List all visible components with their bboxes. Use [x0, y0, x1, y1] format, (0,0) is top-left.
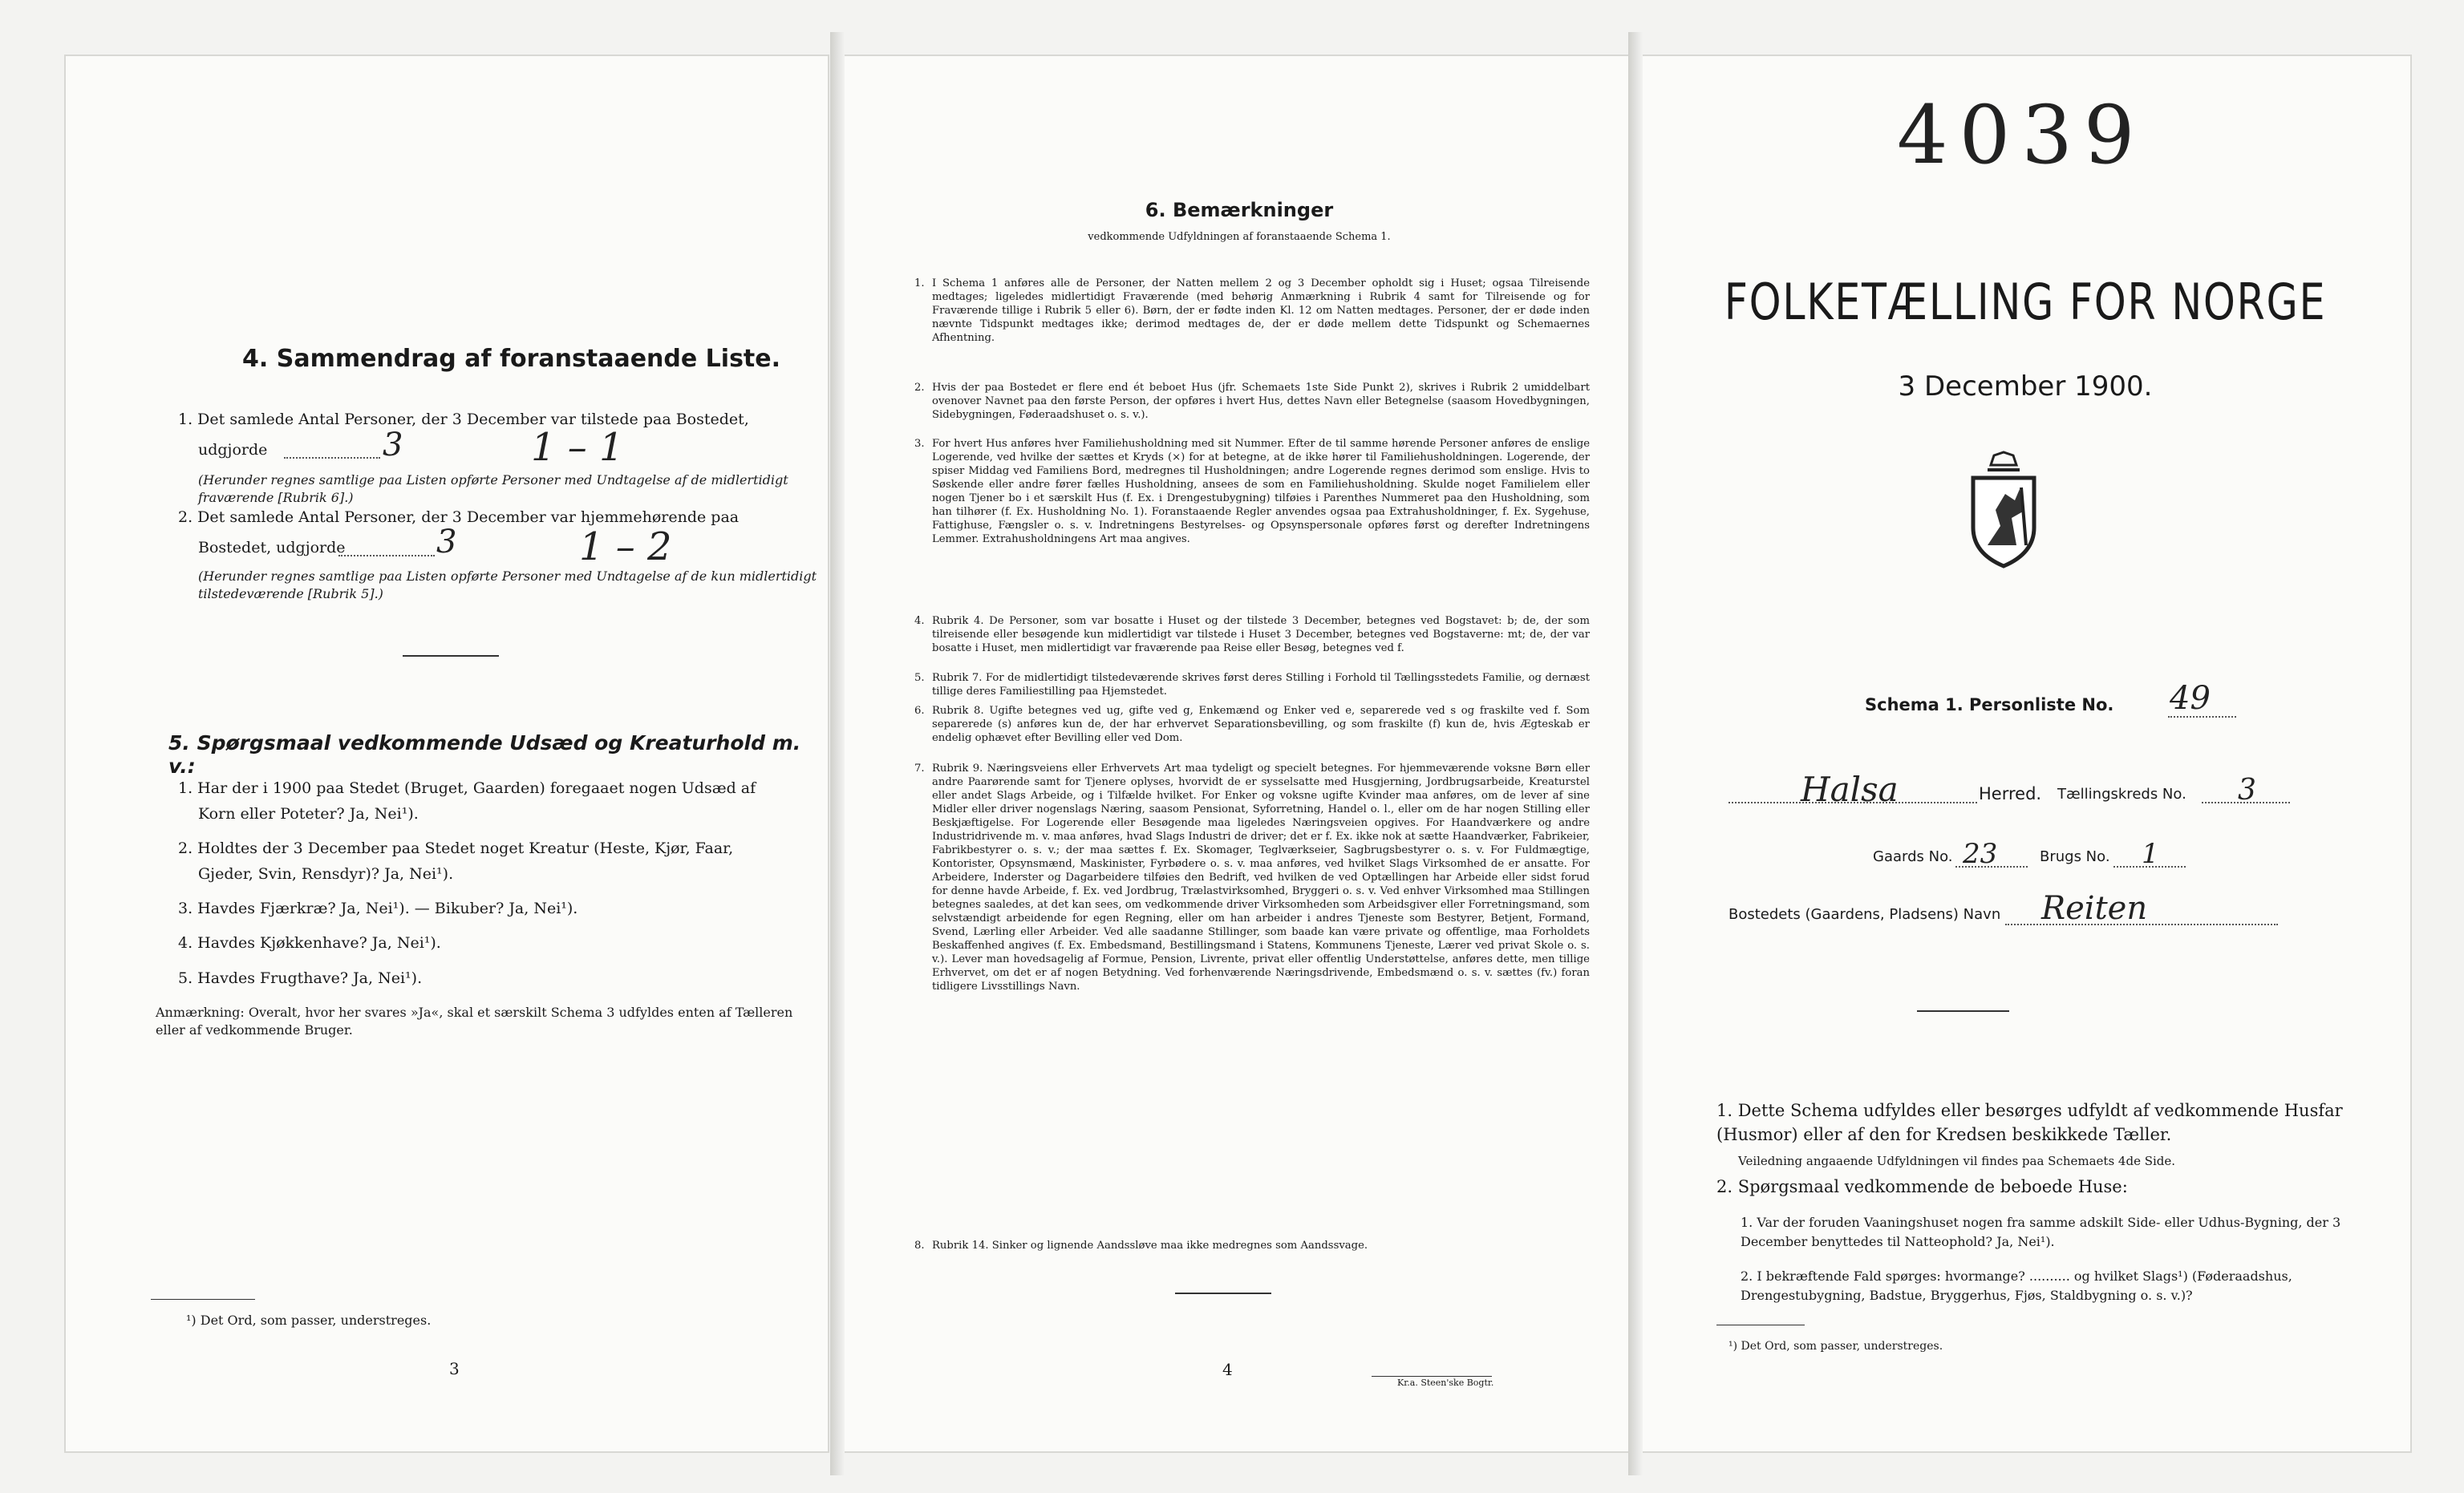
page-left	[66, 56, 828, 1451]
binding-fold	[1628, 32, 1643, 1475]
schema-label: Schema 1. Personliste No.	[1865, 695, 2114, 714]
remark-item	[914, 1239, 1590, 1252]
remark-text: Hvis der paa Bostedet er flere end ét beboet Hus (jfr. Schemaets 1ste Side Punkt 2), skrives i Rubrik 2 umiddelbart ovenover Navnet paa den første Person, der opføres i hvert Hus, dettes Navn eller Betegnelse (saasom Hovedbygningen, Sidebygningen, Føderaadshuset o. s. v.).	[932, 382, 1590, 421]
remarks-title: 6. Bemærkninger	[1145, 199, 1334, 221]
norwegian-coat-of-arms-icon	[1959, 451, 2049, 569]
brugs-value: 1	[2142, 838, 2159, 870]
s5-q2: 2. Holdtes der 3 December paa Stedet noget Kreatur (Heste, Kjør, Faar,	[178, 840, 734, 857]
remark-text: Rubrik 14. Sinker og lignende Aandssløve maa ikke medregnes som Aandssvage.	[932, 1240, 1368, 1252]
remark-number: 6.	[914, 705, 925, 717]
anmaerkning: Anmærkning: Overalt, hvor her svares »Ja«, skal et særskilt Schema 3 udfyldes enten af Tælleren eller af vedkommende Bruger.	[156, 1005, 793, 1038]
section-5-title: 5. Spørgsmaal vedkommende Udsæd og Kreaturhold m. v.:	[168, 731, 801, 778]
remark-item	[914, 277, 1590, 345]
remark-item	[914, 614, 1590, 655]
instruction-1-guidance: Veiledning angaaende Udfyldningen vil findes paa Schemaets 4de Side.	[1738, 1154, 2176, 1168]
footnote: ¹) Det Ord, som passer, understreges.	[1728, 1340, 1943, 1353]
remark-number: 4.	[914, 615, 925, 627]
q2-handwritten-tally: 1 – 2	[579, 524, 672, 569]
bosted-label: Bostedets (Gaardens, Pladsens) Navn	[1728, 906, 2001, 923]
remark-text: Rubrik 4. De Personer, som var bosatte i Huset og der tilstede 3 December, betegnes ved Bogstavet: b; de, der som tilreisende eller besøgende kun midlertidigt var tilstede i Huset 3 December, betegnes ved Bogstaverne: mt; de, der var bosatte i Huset, men midlertidigt var fraværende paa Reise eller Besøg, betegnes ved f.	[932, 615, 1590, 654]
q1-fill	[284, 457, 380, 459]
remark-item	[914, 762, 1590, 993]
q2-udgjorde: Bostedet, udgjorde	[198, 539, 346, 556]
remark-text: I Schema 1 anføres alle de Personer, der Natten mellem 2 og 3 December opholdt sig i Huset; ogsaa Tilreisende medtages; ligeledes midlertidigt Fraværende (med behørig Anmærkning i Rubrik 4 samt for Tilreisende og for Fraværende tillige i Rubrik 5 eller 6). Børn, der er fødte inden Kl. 12 om Natten medtages. Personer, der er døde inden nævnte Tidspunkt medtages ikke; derimod medtages de, der er døde mellem dette Tidspunkt og Schemaernes Afhentning.	[932, 277, 1590, 344]
divider	[1175, 1293, 1271, 1294]
remarks-subtitle: vedkommende Udfyldningen af foranstaaende Schema 1.	[1088, 231, 1391, 243]
schema-no: 49	[2170, 680, 2211, 717]
remark-number: 3.	[914, 438, 925, 450]
herred-label: Herred.	[1979, 784, 2042, 803]
kreds-label: Tællingskreds No.	[2057, 786, 2186, 803]
census-title: FOLKETÆLLING FOR NORGE	[1724, 273, 2327, 331]
page-number: 4	[1222, 1360, 1233, 1379]
brugs-label: Brugs No.	[2040, 848, 2110, 865]
divider	[403, 655, 499, 657]
s5-q5: 5. Havdes Frugthave? Ja, Nei¹).	[178, 969, 423, 987]
q2-fill	[338, 555, 435, 556]
remark-text: Rubrik 7. For de midlertidigt tilstedeværende skrives først deres Stilling i Forhold til Tællingsstedets Familie, og dernæst tillige deres Familiestilling paa Hjemstedet.	[932, 672, 1590, 698]
gaards-label: Gaards No.	[1873, 848, 1953, 865]
remark-number: 2.	[914, 382, 925, 394]
divider	[1917, 1010, 2009, 1012]
herred-value: Halsa	[1801, 770, 1899, 809]
remark-text: Rubrik 8. Ugifte betegnes ved ug, gifte ved g, Enkemænd og Enker ved e, separerede ved s og fraskilte ved f. Som separerede (s) anføres kun de, der har erhvervet Separationsbevilling, og som fraskilte (f) kun de, hvis Ægteskab er endelig ophævet efter Bevilling eller ved Dom.	[932, 705, 1590, 744]
binding-fold	[830, 32, 845, 1475]
section-4-title: 4. Sammendrag af foranstaaende Liste.	[242, 345, 781, 373]
s5-q2-answer: Gjeder, Svin, Rensdyr)? Ja, Nei¹).	[198, 865, 454, 883]
bosted-value: Reiten	[2041, 890, 2148, 927]
footnote: ¹) Det Ord, som passer, understreges.	[186, 1313, 432, 1328]
kreds-value: 3	[2238, 774, 2256, 807]
remark-number: 7.	[914, 763, 925, 775]
q2-text: 2. Det samlede Antal Personer, der 3 December var hjemmehørende paa	[178, 508, 740, 526]
footnote-rule	[151, 1299, 255, 1300]
census-date: 3 December 1900.	[1898, 370, 2153, 403]
s5-q1: 1. Har der i 1900 paa Stedet (Bruget, Gaarden) foregaaet nogen Udsæd af	[178, 779, 756, 797]
instruction-2: 2. Spørgsmaal vedkommende de beboede Huse:	[1716, 1177, 2128, 1196]
instruction-2-q2: 2. I bekræftende Fald spørges: hvormange? .......... og hvilket Slags¹) (Føderaadshus, Drengestubygning, Badstue, Bryggerhus, Fjøs, Staldbygning o. s. v.)?	[1741, 1268, 2292, 1303]
q2-note: (Herunder regnes samtlige paa Listen opførte Personer med Undtagelse af de kun midlertidigt tilstedeværende [Rubrik 5].)	[198, 568, 817, 601]
printer-credit: Kr.a. Steen'ske Bogtr.	[1397, 1378, 1494, 1388]
remark-item	[914, 671, 1590, 698]
q1-handwritten-tally: 1 – 1	[531, 425, 624, 470]
s5-q3: 3. Havdes Fjærkræ? Ja, Nei¹). — Bikuber? Ja, Nei¹).	[178, 900, 578, 917]
remark-number: 5.	[914, 672, 925, 684]
page-middle	[842, 56, 1636, 1451]
q1-udgjorde: udgjorde	[198, 441, 268, 459]
q1-note: (Herunder regnes samtlige paa Listen opførte Personer med Undtagelse af de midlertidigt fraværende [Rubrik 6].)	[198, 472, 788, 505]
q2-value: 3	[436, 524, 457, 560]
remark-number: 8.	[914, 1240, 925, 1252]
remark-item	[914, 704, 1590, 745]
page-right	[1640, 56, 2410, 1451]
remark-item	[914, 437, 1590, 546]
archive-number: 4039	[1897, 88, 2146, 182]
remark-text: For hvert Hus anføres hver Familiehusholdning med sit Nummer. Efter de til samme hørende Personer anføres de enslige Logerende, ved hvilke der sættes et Kryds (×) for at betegne, at de ikke hører til Familiehusholdningen. Logerende, der spiser Middag ved Familiens Bord, medregnes til Husholdningen; andre Logerende regnes derimod som enslige. Hvis to Søskende eller andre fører fælles Husholdning, ansees de som en Familiehusholdning. Skulde noget Familielem eller nogen Tjener bo i et særskilt Hus (f. Ex. i Drengestubygning) tilføies i Parenthes Nummeret paa den Husholdning, som han tilhører (f. Ex. Husholdning No. 1). Foranstaaende Regler anvendes ogsaa paa Extrahusholdninger, f. Ex. Sygehuse, Fattighuse, Fængsler o. s. v. Indretningens Bestyrelses- og Opsynspersonale opføres først og derefter Indretningens Lemmer. Extrahusholdningens Art maa angives.	[932, 438, 1590, 545]
page-number: 3	[449, 1359, 460, 1378]
gaards-value: 23	[1963, 838, 1998, 870]
s5-q1-answer: Korn eller Poteter? Ja, Nei¹).	[198, 805, 419, 823]
q1-value: 3	[383, 427, 403, 463]
s5-q4: 4. Havdes Kjøkkenhave? Ja, Nei¹).	[178, 934, 441, 952]
instruction-1: 1. Dette Schema udfyldes eller besørges udfyldt af vedkommende Husfar (Husmor) eller af den for Kredsen beskikkede Tæller.	[1716, 1101, 2343, 1144]
remark-item	[914, 381, 1590, 422]
remark-number: 1.	[914, 277, 925, 289]
printer-rule	[1372, 1376, 1492, 1377]
remark-text: Rubrik 9. Næringsveiens eller Erhvervets Art maa tydeligt og specielt betegnes. For hjemmeværende voksne Børn eller andre Paarørende samt for Tjenere oplyses, hvorvidt de er sysselsatte med Husgjerning, Jordbrugsarbeide, Kreaturstel eller andet Slags Arbeide, og i Tilfælde hvilket. For Enker og voksne ugifte Kvinder maa anføres, om de lever af sine Midler eller driver nogenslags Næring, saasom Pensionat, Syforretning, Handel o. l., eller om de har nogen Stilling eller Beskjæftigelse. For Logerende eller Besøgende maa ligeledes Næringsveien opgives. For Haandværkere og andre Industridrivende m. v. maa anføres, hvad Slags Industri de driver; det er f. Ex. ikke nok at sætte Haandværker, Fabrikeier, Fabrikbestyrer o. s. v.; der maa sættes f. Ex. Skomager, Teglværkseier, Sagbrugsbestyrer o. s. v. For Fuldmægtige, Kontorister, Opsynsmænd, Maskinister, Fyrbødere o. s. v. maa anføres, ved hvilket Slags Virksomhed de er ansatte. For Arbeidere, Inderster og Dagarbeidere tilføies den Bedrift, ved hvilken de ved Optællingen har Arbeide eller sidst forud for denne havde Arbeide, f. Ex. ved Jordbrug, Trælastvirksomhed, Bryggeri o. s. v. Ved enhver Virksomhed maa Stillingen betegnes saaledes, at det kan sees, om vedkommende driver Virksomheden som Arbeidsgiver eller Forretningsmand, som selvstændigt arbeidende for egen Regning, eller om han arbeider i andres Tjeneste som Bestyrer, Betjent, Formand, Svend, Lærling eller Arbeider. Ved alle saadanne Stillinger, som baade kan være private og offentlige, maa Forholdets Beskaffenhed angives (f. Ex. Embedsmand, Bestillingsmand i Statens, Kommunens Tjeneste, Lærer ved privat Skole o. s. v.). Lever man hovedsagelig af Formue, Pension, Livrente, privat eller offentlig Understøttelse, anføres dette, men tillige Erhvervet, om det er af nogen Betydning. Ved forhenværende Næringsdrivende, Embedsmænd o. s. v. sættes (fv.) foran tidligere Livsstillings Navn.	[932, 763, 1590, 993]
q1-text: 1. Det samlede Antal Personer, der 3 December var tilstede paa Bostedet,	[178, 411, 749, 428]
instruction-2-q1: 1. Var der foruden Vaaningshuset nogen fra samme adskilt Side- eller Udhus-Bygning, der 3 December benyttedes til Natteophold? Ja, Nei¹).	[1741, 1215, 2341, 1249]
